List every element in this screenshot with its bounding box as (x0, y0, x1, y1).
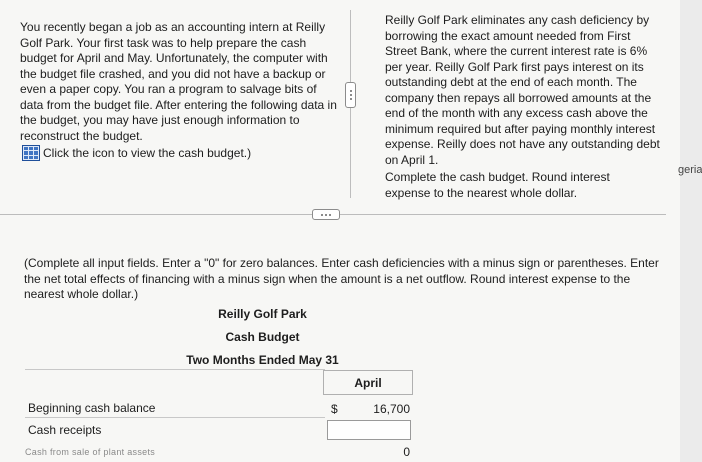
cash-receipts-april-input[interactable] (327, 420, 411, 440)
view-cash-budget-label[interactable]: Click the icon to view the cash budget.) (43, 146, 252, 160)
header-rule (25, 369, 325, 370)
task-instruction: Complete the cash budget. Round interest expense to the nearest whole dollar. (385, 170, 610, 200)
expand-collapse-handle[interactable] (312, 209, 340, 220)
input-instructions: (Complete all input fields. Enter a "0" for zero balances. Enter cash deficiencies with a minus sign or parentheses. Enter the net total effects of financing with a minus sign when the amount is a net outflow. Round interest expense to the nearest whole dollar.) (24, 256, 659, 301)
row-rule (25, 417, 325, 418)
beginning-cash-label: Beginning cash balance (28, 401, 156, 415)
budget-title: Cash Budget (225, 330, 300, 344)
pane-divider-bottom (350, 108, 351, 198)
problem-description-right: Reilly Golf Park eliminates any cash deficiency by borrowing the exact amount needed from First Street Bank, where the current interest rate is 6% per year. Reilly Golf Park first pays interest on its outstanding debt at the end of each month. The company then repays all borrowed amounts at the end of the month with any excess cash above the minimum required but after paying monthly interest expense. Reilly does not have any outstanding debt on April 1. (385, 13, 660, 167)
budget-period: Two Months Ended May 31 (186, 353, 339, 367)
adjacent-window-text: geria (678, 164, 702, 176)
sale-of-plant-assets-april-value: 0 (403, 445, 410, 459)
budget-company-name: Reilly Golf Park (218, 307, 307, 321)
vertical-dots-icon (350, 90, 352, 100)
problem-description-left: You recently began a job as an accounting intern at Reilly Golf Park. Your first task was to help prepare the cash budget for April and May. Unfortunately, the computer with the budget file crashed, and you did not have a backup or even a paper copy. You ran a program to salvage bits of data from the budget file. After entering the following data in the budget, you may have just enough information to reconstruct the budget. (20, 20, 337, 143)
cut-off-row-label: Cash from sale of plant assets (25, 447, 156, 457)
spreadsheet-grid-icon[interactable] (22, 145, 40, 161)
column-header-april: April (354, 376, 382, 390)
pane-divider-top (350, 10, 351, 82)
beginning-cash-april-value: 16,700 (373, 402, 410, 416)
pane-resize-handle[interactable] (345, 82, 356, 108)
view-cash-budget-link[interactable] (22, 145, 251, 161)
currency-symbol: $ (331, 402, 338, 416)
horizontal-dots-icon (321, 214, 331, 216)
cash-receipts-label: Cash receipts (28, 423, 102, 437)
